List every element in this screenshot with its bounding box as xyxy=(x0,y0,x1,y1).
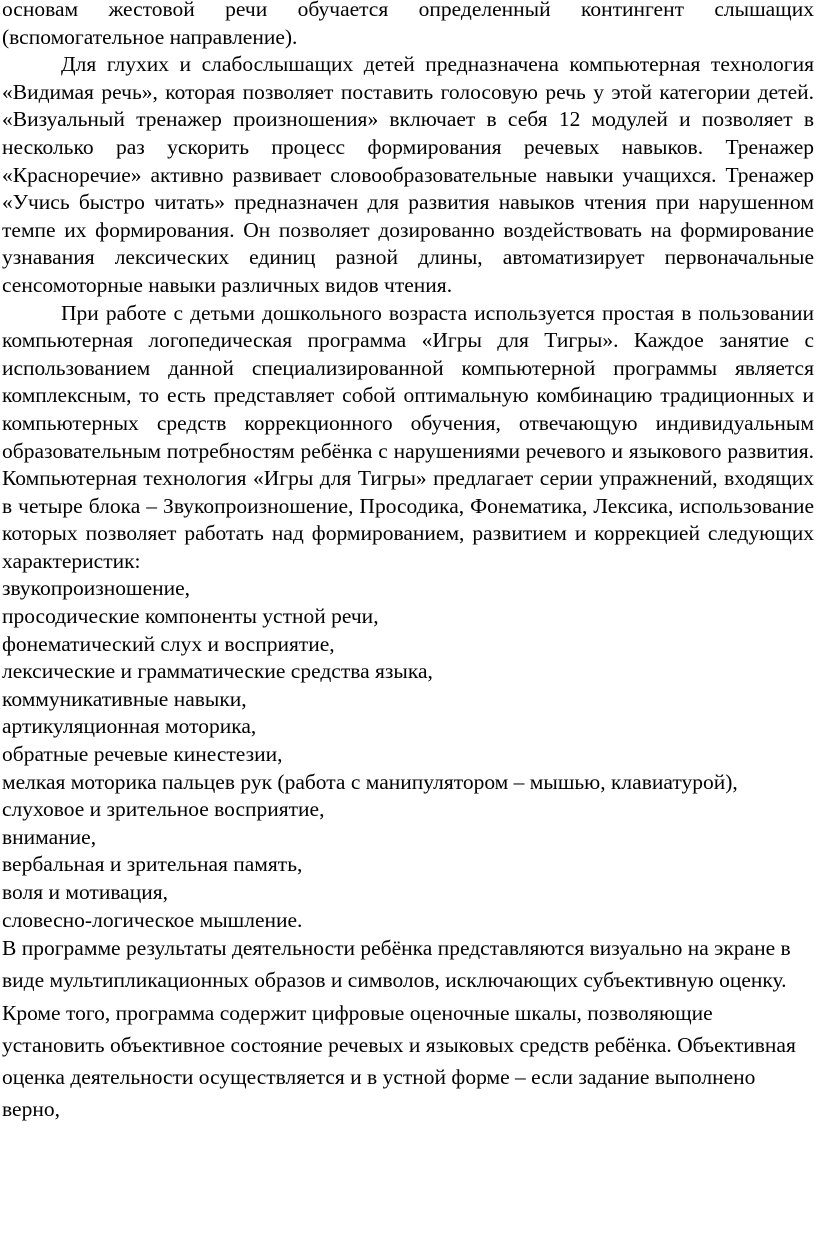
list-item: лексические и грамматические средства языка, xyxy=(2,659,433,684)
list-item: вербальная и зрительная память, xyxy=(2,852,303,877)
list-item: словесно-логическое мышление. xyxy=(2,907,303,932)
list-item: коммуникативные навыки, xyxy=(2,686,247,711)
list-item: слуховое и зрительное восприятие, xyxy=(2,797,325,822)
list-item: внимание, xyxy=(2,824,97,849)
paragraph-continuation: основам жестовой речи обучается определенный контингент слышащих (вспомогательное направление). xyxy=(2,0,814,49)
list-item: мелкая моторика пальцев рук (работа с манипулятором – мышью, клавиатурой), xyxy=(2,769,738,794)
list-item: фонематический слух и восприятие, xyxy=(2,631,335,656)
paragraph-visible-speech: Для глухих и слабослышащих детей предназначена компьютерная технология «Видимая речь», которая позволяет поставить голосовую речь у этой категории детей. «Визуальный тренажер произношения» включает в себя 12 модулей и позволяет в несколько раз ускорить процесс формирования речевых навыков. Тренажер «Красноречие» активно развивает словообразовательные навыки учащихся. Тренажер «Учись быстро читать» предназначен для развития навыков чтения при нарушенном темпе их формирования. Он позволяет дозированно воздействовать на формирование узнавания лексических единиц разной длины, автоматизирует первоначальные сенсомоторные навыки различных видов чтения. xyxy=(2,52,814,297)
list-item: просодические компоненты устной речи, xyxy=(2,604,379,629)
list-item: артикуляционная моторика, xyxy=(2,714,257,739)
characteristics-list xyxy=(2,575,814,934)
paragraph-games-for-tigra: При работе с детьми дошкольного возраста используется простая в пользовании компьютерная логопедическая программа «Игры для Тигры». Каждое занятие с использованием данной специализированной компьютерной программы является комплексным, то есть представляет собой оптимальную комбинацию традиционных и компьютерных средств коррекционного обучения, отвечающую индивидуальным образовательным потребностям ребёнка с нарушениями речевого и языкового развития. Компьютерная технология «Игры для Тигры» предлагает серии упражнений, входящих в четыре блока – Звукопроизношение, Просодика, Фонематика, Лексика, использование которых позволяет работать над формированием, развитием и коррекцией следующих характеристик: xyxy=(2,300,814,573)
list-item: обратные речевые кинестезии, xyxy=(2,742,283,767)
paragraph-results-visualization: В программе результаты деятельности ребёнка представляются визуально на экране в виде мультипликационных образов и символов, исключающих субъективную оценку. Кроме того, программа содержит цифровые оценочные шкалы, позволяющие установить объективное состояние речевых и языковых средств ребёнка. Объективная оценка деятельности осуществляется и в устной форме – если задание выполнено верно, xyxy=(2,936,796,1122)
list-item: воля и мотивация, xyxy=(2,880,169,904)
list-item: звукопроизношение, xyxy=(2,576,191,601)
